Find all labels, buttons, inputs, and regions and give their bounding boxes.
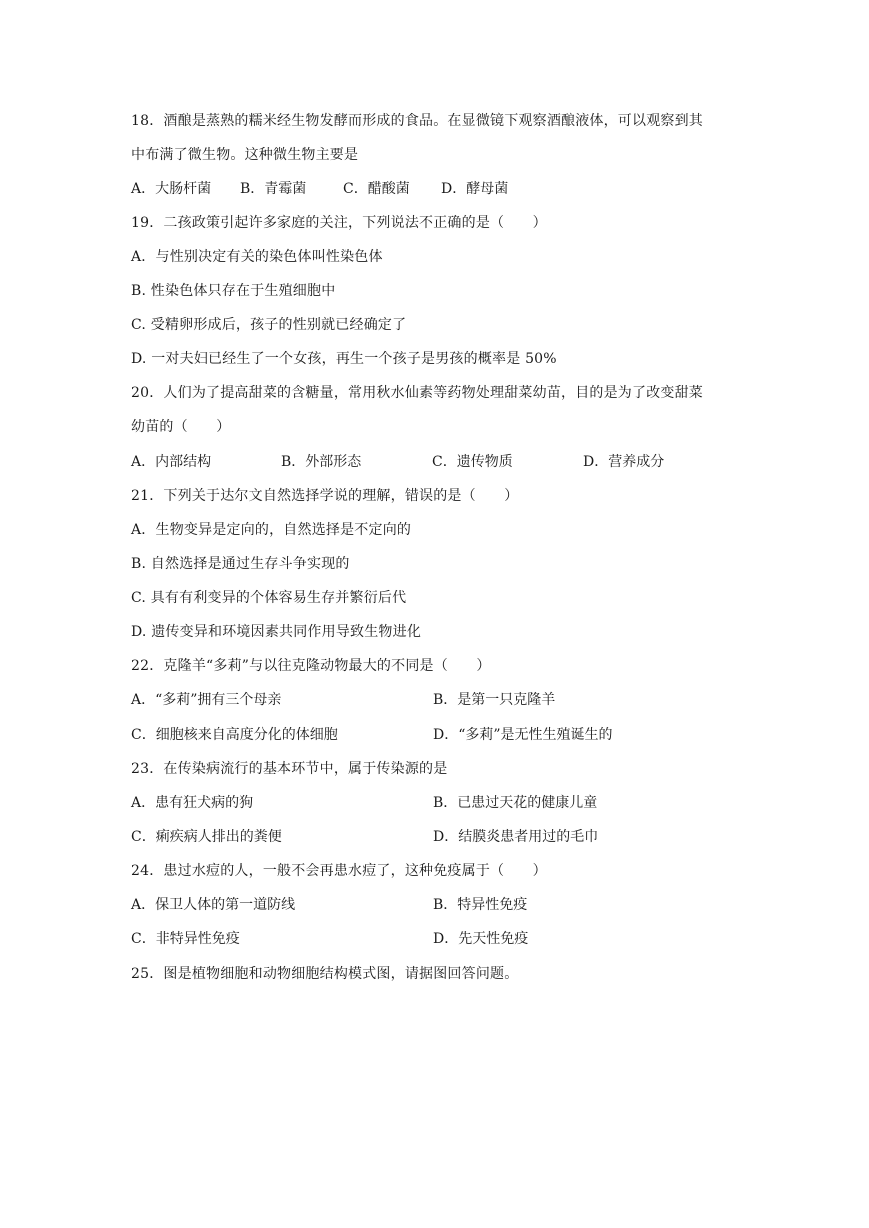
q22-stem: 22．克隆羊“多莉”与以往克隆动物最大的不同是（ ） bbox=[131, 658, 491, 674]
q22-option-c: C．细胞核来自高度分化的体细胞 bbox=[131, 727, 338, 743]
q23-option-c: C．痢疾病人排出的粪便 bbox=[131, 829, 282, 845]
q23-option-d: D．结膜炎患者用过的毛巾 bbox=[433, 829, 599, 845]
q20-option-b: B．外部形态 bbox=[281, 454, 362, 470]
q21-stem: 21．下列关于达尔文自然选择学说的理解，错误的是（ ） bbox=[131, 488, 519, 504]
q22-option-b: B．是第一只克隆羊 bbox=[433, 692, 556, 708]
q20-option-a: A．内部结构 bbox=[131, 454, 212, 470]
q20-option-d: D．营养成分 bbox=[583, 454, 665, 470]
q22-option-a: A．“多莉”拥有三个母亲 bbox=[131, 692, 282, 708]
q24-option-b: B．特异性免疫 bbox=[433, 897, 528, 913]
q18-stem-line2: 中布满了微生物。这种微生物主要是 bbox=[131, 147, 359, 163]
q18-option-a: A．大肠杆菌 bbox=[131, 181, 212, 197]
q24-option-c: C．非特异性免疫 bbox=[131, 931, 240, 947]
q25-stem: 25．图是植物细胞和动物细胞结构模式图，请据图回答问题。 bbox=[131, 966, 519, 982]
q22-option-d: D．“多莉”是无性生殖诞生的 bbox=[433, 727, 613, 743]
q18-option-c: C．醋酸菌 bbox=[343, 181, 410, 197]
q18-option-d: D．酵母菌 bbox=[441, 181, 509, 197]
q20-stem-line2: 幼苗的（ ） bbox=[131, 419, 231, 435]
q19-option-b: B. 性染色体只存在于生殖细胞中 bbox=[131, 283, 336, 299]
q19-option-c: C. 受精卵形成后，孩子的性别就已经确定了 bbox=[131, 317, 407, 333]
q19-option-a: A．与性别决定有关的染色体叫性染色体 bbox=[131, 249, 383, 265]
q21-option-d: D. 遗传变异和环境因素共同作用导致生物进化 bbox=[131, 624, 422, 640]
q19-option-d: D. 一对夫妇已经生了一个女孩，再生一个孩子是男孩的概率是 50% bbox=[131, 351, 557, 367]
q24-option-d: D．先天性免疫 bbox=[433, 931, 529, 947]
q21-option-b: B. 自然选择是通过生存斗争实现的 bbox=[131, 556, 350, 572]
q21-option-a: A．生物变异是定向的，自然选择是不定向的 bbox=[131, 522, 412, 538]
q20-stem-line1: 20．人们为了提高甜菜的含糖量，常用秋水仙素等药物处理甜菜幼苗，目的是为了改变甜菜 bbox=[131, 385, 704, 401]
q18-option-b: B．青霉菌 bbox=[240, 181, 307, 197]
q23-option-b: B．已患过天花的健康儿童 bbox=[433, 795, 598, 811]
q20-option-c: C．遗传物质 bbox=[432, 454, 513, 470]
q23-option-a: A．患有狂犬病的狗 bbox=[131, 795, 254, 811]
q23-stem: 23．在传染病流行的基本环节中，属于传染源的是 bbox=[131, 761, 448, 777]
q19-stem: 19．二孩政策引起许多家庭的关注，下列说法不正确的是（ ） bbox=[131, 215, 547, 231]
q24-stem: 24．患过水痘的人，一般不会再患水痘了，这种免疫属于（ ） bbox=[131, 863, 547, 879]
q18-stem-line1: 18．酒酿是蒸熟的糯米经生物发酵而形成的食品。在显微镜下观察酒酿液体，可以观察到其 bbox=[131, 113, 704, 129]
q21-option-c: C. 具有有利变异的个体容易生存并繁衍后代 bbox=[131, 590, 407, 606]
q24-option-a: A．保卫人体的第一道防线 bbox=[131, 897, 296, 913]
